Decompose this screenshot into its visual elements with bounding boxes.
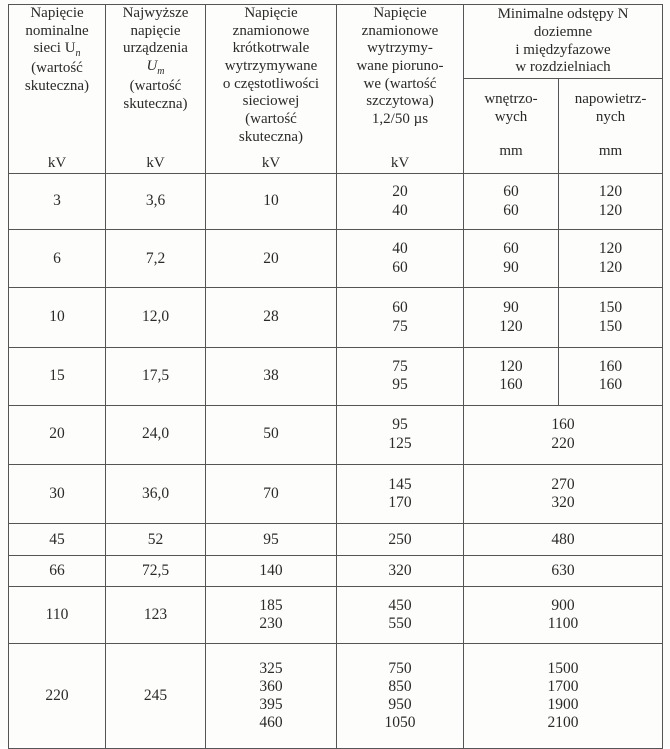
cell-uk: 70 (206, 464, 337, 524)
table-row (9, 347, 663, 405)
voltage-clearance-table (8, 4, 663, 749)
unit-label: mm (499, 142, 523, 159)
cell-uk: 140 (206, 556, 337, 587)
cell-um: 245 (106, 644, 206, 749)
cell-clearance-merged: 160 220 (464, 405, 663, 464)
cell-outdoor: 150 150 (559, 288, 663, 348)
cell-indoor: 60 60 (464, 173, 559, 230)
cell-uk: 325 360 395 460 (206, 644, 337, 749)
table-row (9, 644, 663, 749)
cell-up: 450 550 (337, 586, 464, 644)
table-row (9, 230, 663, 288)
cell-uk: 20 (206, 230, 337, 288)
cell-un: 66 (9, 556, 106, 587)
unit-label: kV (390, 155, 410, 171)
unit-label: kV (261, 155, 281, 171)
header-minimum-clearances: Minimalne odstępy N doziemne i międzyfazowe w rozdzielniach (464, 5, 663, 79)
cell-outdoor: 120 120 (559, 173, 663, 230)
cell-uk: 28 (206, 288, 337, 348)
cell-um: 7,2 (106, 230, 206, 288)
table-row (9, 173, 663, 230)
header-nominal-voltage: Napięcie nominalne sieci $U_n$ (wartość skuteczna) kV (9, 5, 106, 174)
cell-indoor: 60 90 (464, 230, 559, 288)
cell-up: 75 95 (337, 347, 464, 405)
cell-um: 12,0 (106, 288, 206, 348)
table-row (9, 405, 663, 464)
table-row (9, 288, 663, 348)
unit-label: kV (146, 155, 165, 171)
cell-um: 3,6 (106, 173, 206, 230)
cell-un: 30 (9, 464, 106, 524)
cell-outdoor: 160 160 (559, 347, 663, 405)
cell-clearance-merged: 270 320 (464, 464, 663, 524)
unit-label: mm (598, 142, 623, 159)
cell-um: 17,5 (106, 347, 206, 405)
cell-um: 24,0 (106, 405, 206, 464)
header-power-frequency-withstand: Napięcie znamionowe krótkotrwale wytrzymywane o częstotliwości sieciowej (wartość skuteczna) kV (206, 5, 337, 174)
cell-uk: 95 (206, 524, 337, 556)
cell-um: 72,5 (106, 556, 206, 587)
cell-un: 220 (9, 644, 106, 749)
cell-clearance-merged: 1500 1700 1900 2100 (464, 644, 663, 749)
header-outdoor: napowietrz- nych mm (559, 79, 663, 173)
cell-up: 95 125 (337, 405, 464, 464)
cell-indoor: 90 120 (464, 288, 559, 348)
cell-up: 145 170 (337, 464, 464, 524)
cell-clearance-merged: 480 (464, 524, 663, 556)
cell-clearance-merged: 630 (464, 556, 663, 587)
cell-uk: 38 (206, 347, 337, 405)
header-lightning-impulse-withstand: Napięcie znamionowe wytrzymy- wane pioruno- we (wartość szczytowa) 1,2/50 µs kV (337, 5, 464, 174)
cell-uk: 50 (206, 405, 337, 464)
cell-outdoor: 120 120 (559, 230, 663, 288)
cell-clearance-merged: 900 1100 (464, 586, 663, 644)
cell-up: 40 60 (337, 230, 464, 288)
cell-un: 3 (9, 173, 106, 230)
table-row (9, 556, 663, 587)
table-row (9, 586, 663, 644)
cell-un: 6 (9, 230, 106, 288)
cell-un: 110 (9, 586, 106, 644)
cell-up: 250 (337, 524, 464, 556)
cell-uk: 185 230 (206, 586, 337, 644)
header-highest-voltage: Najwyższe napięcie urządzenia $U_m$ (wartość skuteczna) kV (106, 5, 206, 174)
cell-indoor: 120 160 (464, 347, 559, 405)
header-indoor: wnętrzo- wych mm (464, 79, 559, 173)
cell-up: 60 75 (337, 288, 464, 348)
cell-uk: 10 (206, 173, 337, 230)
cell-um: 36,0 (106, 464, 206, 524)
cell-un: 20 (9, 405, 106, 464)
cell-up: 750 850 950 1050 (337, 644, 464, 749)
table-row (9, 464, 663, 524)
cell-un: 15 (9, 347, 106, 405)
cell-un: 45 (9, 524, 106, 556)
unit-label: kV (47, 155, 67, 171)
cell-um: 52 (106, 524, 206, 556)
cell-up: 20 40 (337, 173, 464, 230)
cell-um: 123 (106, 586, 206, 644)
cell-up: 320 (337, 556, 464, 587)
table-row (9, 524, 663, 556)
cell-un: 10 (9, 288, 106, 348)
